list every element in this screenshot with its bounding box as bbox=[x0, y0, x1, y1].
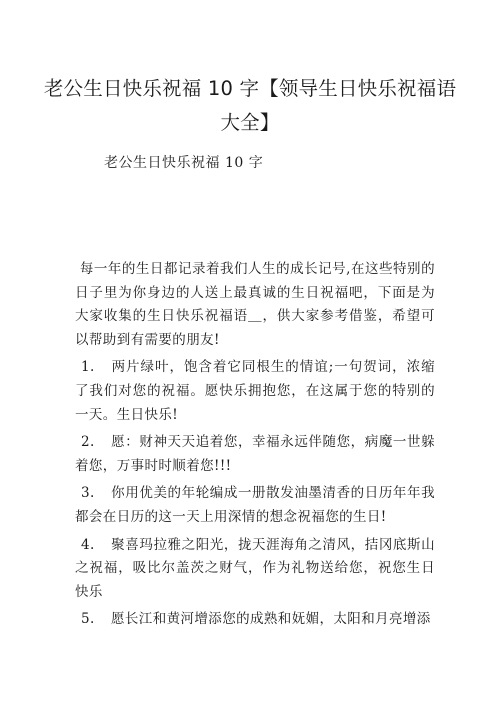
intro-paragraph bbox=[75, 258, 435, 352]
list-item-text: 愿长江和黄河增添您的成熟和妩媚，太阳和月亮增添 bbox=[111, 611, 431, 628]
intro-text: 每一年的生日都记录着我们人生的成长记号,在这些特别的日子里为你身边的人送上最真诚的生日祝福吧，下面是为大家收集的生日快乐祝福语＿，供大家参考借鉴，希望可以帮助到有需要的朋友! bbox=[75, 261, 435, 348]
list-item bbox=[75, 431, 435, 478]
list-item-number: 3. bbox=[81, 485, 95, 502]
list-item-text: 你用优美的年轮编成一册散发油墨清香的日历年年我都会在日历的这一天上用深情的想念祝福您的生日! bbox=[75, 485, 435, 525]
list-item-number: 2. bbox=[81, 434, 95, 451]
list-item bbox=[75, 534, 435, 605]
list-item-text: 愿：财神天天追着您，幸福永远伴随您，病魔一世躲着您，万事时时顺着您!!! bbox=[75, 434, 435, 474]
list-item bbox=[75, 482, 435, 529]
list-item-number: 5. bbox=[81, 611, 95, 628]
list-item-number: 4. bbox=[81, 536, 95, 553]
page-title: 老公生日快乐祝福 10 字【领导生日快乐祝福语大全】 bbox=[43, 77, 457, 134]
document-body bbox=[75, 258, 435, 636]
list-item bbox=[75, 608, 435, 632]
list-item-text: 聚喜玛拉雅之阳光，拢天涯海角之清风，拮冈底斯山之祝福，吸比尔盖茨之财气，作为礼物送给您，祝您生日快乐 bbox=[75, 536, 435, 600]
list-item-text: 两片绿叶，饱含着它同根生的情谊;一句贺词，浓缩了我们对您的祝福。愿快乐拥抱您，在这属于您的特别的一天。生日快乐! bbox=[75, 359, 435, 423]
list-item bbox=[75, 356, 435, 427]
page-subtitle: 老公生日快乐祝福 10 字 bbox=[104, 155, 264, 171]
list-item-number: 1. bbox=[81, 359, 95, 376]
